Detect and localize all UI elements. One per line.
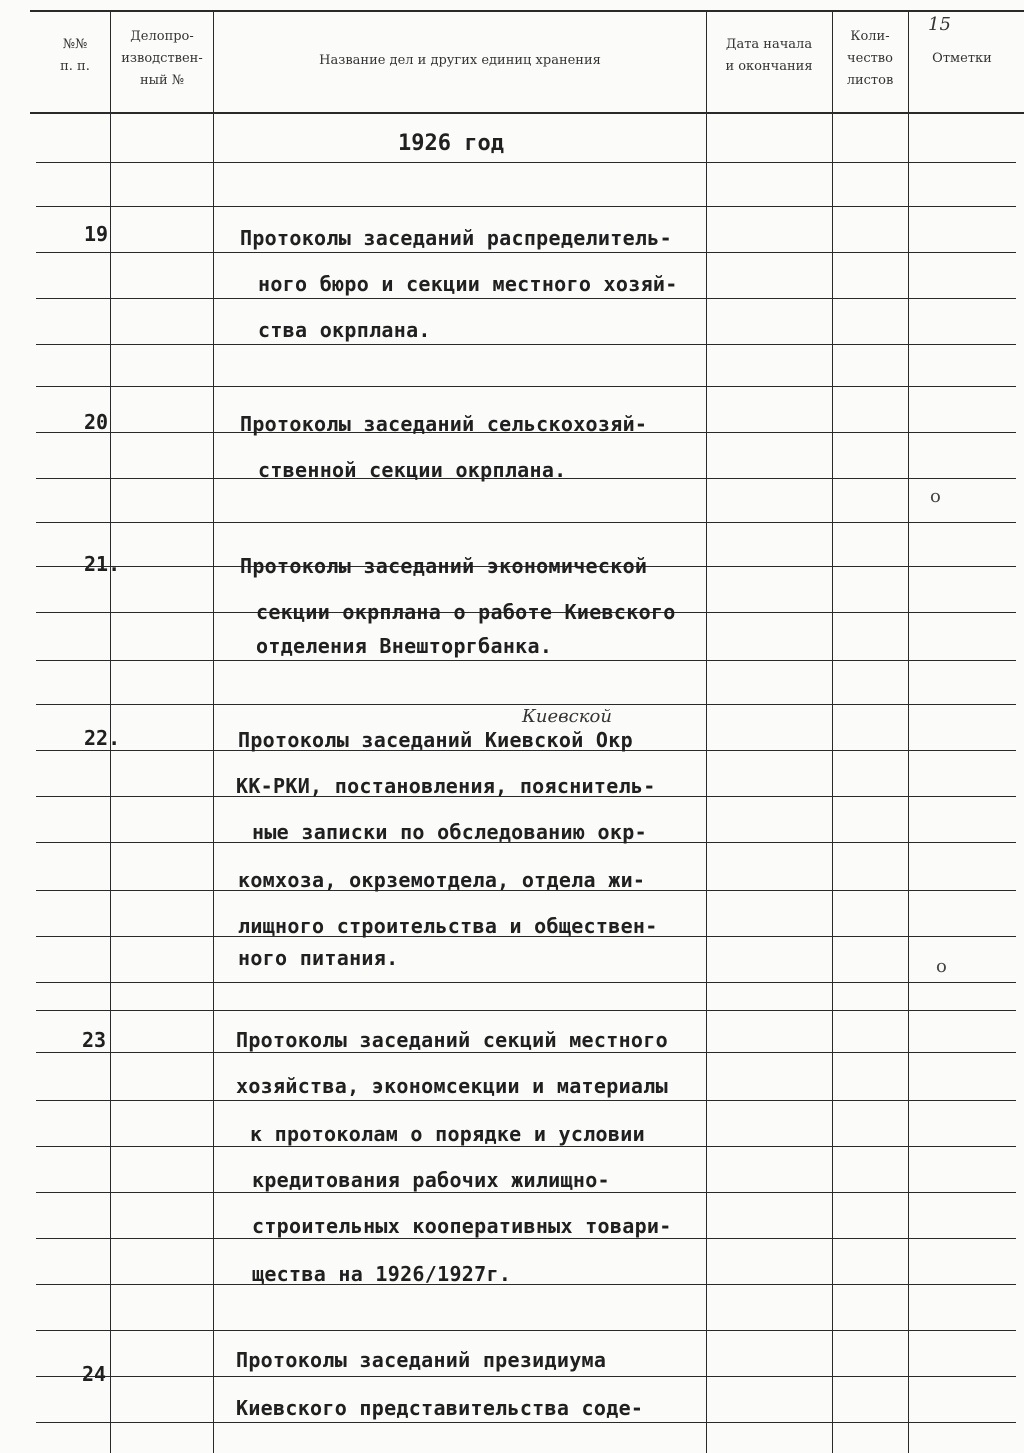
ruled-line bbox=[36, 1422, 1016, 1423]
table-top-border bbox=[30, 10, 1024, 12]
ruled-line bbox=[36, 522, 1016, 523]
ruled-line bbox=[36, 1192, 1016, 1193]
header-col-sheets: Коли- чество листов bbox=[846, 29, 894, 88]
entry-line: к протоколам о порядке и условии bbox=[250, 1122, 645, 1146]
entry-line: ного питания. bbox=[238, 946, 399, 970]
entry-line: Протоколы заседаний сельскохозяй- bbox=[240, 412, 648, 436]
header-col-notes: Отметки bbox=[932, 51, 992, 66]
year-heading: 1926 год bbox=[398, 131, 504, 156]
entry-line: КК-РКИ, постановления, пояснитель- bbox=[236, 774, 656, 798]
ruled-line bbox=[36, 660, 1016, 661]
entry-line: ственной секции окрплана. bbox=[258, 458, 567, 482]
ruled-line bbox=[36, 1238, 1016, 1239]
ruled-line bbox=[36, 162, 1016, 163]
margin-mark: о bbox=[930, 486, 941, 507]
ruled-line bbox=[36, 344, 1016, 345]
entry-line: комхоза, окрземотдела, отдела жи- bbox=[238, 868, 646, 892]
entry-line: секции окрплана о работе Киевского bbox=[256, 600, 676, 624]
entry-line: ного бюро и секции местного хозяй- bbox=[258, 272, 678, 296]
entry-line: Протоколы заседаний секций местного bbox=[236, 1028, 668, 1052]
ruled-line bbox=[36, 252, 1016, 253]
entry-number: 21. bbox=[84, 552, 121, 576]
header-col-num: №№ п. п. bbox=[60, 37, 90, 74]
column-divider bbox=[213, 10, 214, 1453]
page-number: 15 bbox=[928, 14, 951, 35]
handwritten-insert: Киевской bbox=[522, 706, 612, 727]
header-col-office: Делопро- изводствен- ный № bbox=[121, 29, 203, 88]
ruled-line bbox=[36, 1146, 1016, 1147]
margin-mark: о bbox=[936, 956, 947, 977]
column-divider bbox=[706, 10, 707, 1453]
ruled-line bbox=[36, 1010, 1016, 1011]
ruled-line bbox=[36, 206, 1016, 207]
entry-line: отделения Внешторгбанка. bbox=[256, 634, 553, 658]
entry-line: кредитования рабочих жилищно- bbox=[252, 1168, 610, 1192]
entry-line: Протоколы заседаний распределитель- bbox=[240, 226, 672, 250]
ruled-line bbox=[36, 1330, 1016, 1331]
entry-line: Протоколы заседаний президиума bbox=[236, 1348, 607, 1372]
ruled-line bbox=[36, 1052, 1016, 1053]
ruled-line bbox=[36, 298, 1016, 299]
entry-line: Протоколы заседаний экономической bbox=[240, 554, 648, 578]
ruled-line bbox=[36, 1376, 1016, 1377]
entry-line: лищного строительства и обществен- bbox=[238, 914, 658, 938]
ruled-line bbox=[36, 386, 1016, 387]
entry-line: Киевского представительства соде- bbox=[236, 1396, 644, 1420]
entry-number: 23 bbox=[82, 1028, 107, 1052]
entry-number: 20 bbox=[84, 410, 109, 434]
ruled-line bbox=[36, 1284, 1016, 1285]
entry-number: 19 bbox=[84, 222, 109, 246]
column-divider bbox=[908, 10, 909, 1453]
header-bottom-border bbox=[30, 112, 1024, 114]
entry-line: щества на 1926/1927г. bbox=[252, 1262, 512, 1286]
entry-line: Протоколы заседаний Киевской Окр bbox=[238, 728, 633, 752]
ruled-line bbox=[36, 704, 1016, 705]
header-col-dates: Дата начала и окончания bbox=[725, 37, 813, 74]
entry-number: 24 bbox=[82, 1362, 107, 1386]
header-col-title: Название дел и других единиц хранения bbox=[319, 53, 601, 68]
entry-line: хозяйства, экономсекции и материалы bbox=[236, 1074, 668, 1098]
entry-line: строительных кооперативных товари- bbox=[252, 1214, 672, 1238]
ruled-line bbox=[36, 1100, 1016, 1101]
entry-line: ства окрплана. bbox=[258, 318, 431, 342]
column-divider bbox=[832, 10, 833, 1453]
ruled-line bbox=[36, 982, 1016, 983]
entry-number: 22. bbox=[84, 726, 121, 750]
entry-line: ные записки по обследованию окр- bbox=[252, 820, 647, 844]
